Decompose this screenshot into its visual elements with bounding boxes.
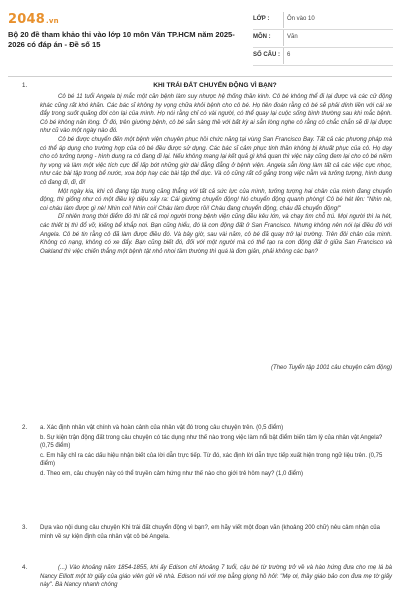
question-subitems xyxy=(40,424,392,480)
info-label: MÔN : xyxy=(253,34,271,40)
subquestion: a. Xác định nhân vật chính và hoàn cảnh của nhân vật đó trong câu chuyện trên. (0,5 điểm) xyxy=(40,425,284,431)
question-number: 1. xyxy=(22,82,28,89)
passage-paragraph: Cô bé được chuyển đến một bệnh viện chuyên phục hồi chức năng tại vùng San Francisco Bay. Tất cả các phương pháp mà có thể áp dụng cho trường hợp của cô bé đều được sử dụng. Các bác sĩ cảm phục tinh thần không bị khuất phục của cô. Họ dạy cho cô tưởng tượng - hình dung ra cô đang đi lại. Nếu không mang lại kết quả gì khả quan thì việc này cũng đem lại cho cô bé niềm hy vọng và làm một việc tích cực để lấp bớt những giờ dài đằng đẵng ở bệnh viện. Angela sẵn lòng làm tất cả các việc cực nhọc, như các bài tập trong bể nước, xoa bóp hay các bài tập thể dục. Và cô cũng rất cố gắng trong việc nằm và tưởng tượng, hình dung cô đang đi, đi, đi! xyxy=(40,136,392,186)
passage-paragraph: (...) Vào khoảng năm 1854-1855, khi ấy Edison chỉ khoảng 7 tuổi, cậu bé từ trường trở về và hào hứng đưa cho mẹ lá bà Nancy Elliott một tờ giấy của giáo viên gửi về nhà. Edison nói với mẹ bằng giọng hồ hởi: "Mẹ ơi, thầy giáo bảo con đưa mẹ tờ giấy này". Bà Nancy nhanh chóng xyxy=(40,565,392,589)
info-table xyxy=(253,12,393,66)
subquestion: b. Sự kiện trận động đất trong câu chuyện có tác dụng như thế nào trong việc làm nổi bật điểm biến tâm lý của nhân vật Angela? (0,75 điểm) xyxy=(40,434,383,450)
logo-text: 2048 xyxy=(8,12,45,27)
passage-title: KHI TRÁI ĐẤT CHUYỂN ĐỘNG VÌ BẠN? xyxy=(153,82,277,89)
info-label: LỚP : xyxy=(253,16,270,22)
info-value: Văn xyxy=(287,34,298,40)
info-value: Ôn vào 10 xyxy=(287,16,315,22)
info-divider xyxy=(283,48,284,64)
passage xyxy=(40,93,392,256)
passage-paragraph: Cô bé 11 tuổi Angela bị mắc một căn bệnh làm suy nhược hệ thống thần kinh. Cô bé không thể đi lại được và các cử động khác cũng rất khó khăn. Các bác sĩ không hy vọng chữa khỏi bệnh cho cô bé. Họ tiên đoán rằng cô bé sẽ phải dính liền với cái xe đẩy trong suốt quãng đời còn lại của mình. Họ nói rằng chỉ có vài người, có thể quay lại cuộc sống bình thường sau khi mắc bệnh. Cô bé không nản lòng. Ở đó, trên giường bệnh, cô bé sẵn sàng thề với bất kỳ ai sẵn lòng nghe cô rằng cô chắc chắn sẽ đi lại được như cũ vào một ngày nào đó. xyxy=(40,94,392,135)
document-title: Bộ 20 đề tham khảo thi vào lớp 10 môn Văn TP.HCM năm 2025-2026 có đáp án - Đề số 15 xyxy=(8,30,235,49)
question-number: 2. xyxy=(22,424,28,431)
question-text: Dựa vào nội dung câu chuyện Khi trái đất chuyển động vì bạn?, em hãy viết một đoạn văn (khoảng 200 chữ) nêu cảm nhận của mình về sự kiện định của nhân vật cô bé Angela. xyxy=(40,525,380,540)
question-text xyxy=(40,564,392,590)
info-row-class xyxy=(253,12,393,30)
question-number: 4. xyxy=(22,564,28,571)
header-divider xyxy=(8,76,392,77)
info-divider xyxy=(283,30,284,46)
info-row-question-count xyxy=(253,48,393,66)
info-label: SỐ CÂU : xyxy=(253,52,280,58)
passage-paragraph: Một ngày kia, khi cô đang tập trung căng thẳng với tất cả sức lực của mình, tưởng tượng hai chân của mình đang chuyển động, thì giống như có một điều kỳ diệu xảy ra: Cái giường chuyển động! Nó chuyển động quanh phòng! Cô bé hét lên: "Nhìn nè, coi cháu làm được gì nè! Nhìn coi! Nhìn coi! Cháu làm được rồi! Cháu đang chuyển động, cháu đã chuyển động!" xyxy=(40,188,392,212)
passage-source: (Theo Tuyển tập 1001 câu chuyện cảm động) xyxy=(271,365,392,371)
info-divider xyxy=(283,12,284,28)
question-number: 3. xyxy=(22,524,28,531)
passage-paragraph: Dĩ nhiên trong thời điểm đó thì tất cả mọi người trong bệnh viện cũng đều kêu lớn, và chạy tìm chỗ trú. Mọi người thì la hét, các thiết bị thì đổ vỡ, kiếng bể khắp nơi. Bạn cũng hiểu, đó là cơn động đất ở San Francisco. Nhưng không nên nói lại điều đó với Angela. Cô bé tin rằng cô đã làm được điều đó. Và bây giờ, sau vài năm, cô bé đã quay trở lại trường. Trên đôi chân của mình. Không có nạng, không có xe đẩy. Bạn cũng biết đó, đối với một người mà có thể tạo ra cơn động đất ở giữa San Francisco và Oakland thì việc chiến thắng một bệnh tật nhỏ nhoi tầm thường thì quá là đơn giản, phải không các bạn? xyxy=(40,214,392,255)
logo-suffix: .vn xyxy=(45,17,59,25)
info-value: 6 xyxy=(287,52,291,58)
site-logo[interactable] xyxy=(8,12,59,27)
page-header xyxy=(0,0,400,74)
subquestion: c. Em hãy chỉ ra các dấu hiệu nhận biết của lời dẫn trực tiếp. Từ đó, xác định lời dẫn trực tiếp xuất hiện trong ngữ liệu trên. (0,75 điểm) xyxy=(40,452,383,468)
subquestion: d. Theo em, câu chuyện này có thể truyền cảm hứng như thế nào cho giới trẻ hôm nay? (1,0 điểm) xyxy=(40,470,304,477)
info-row-subject xyxy=(253,30,393,48)
